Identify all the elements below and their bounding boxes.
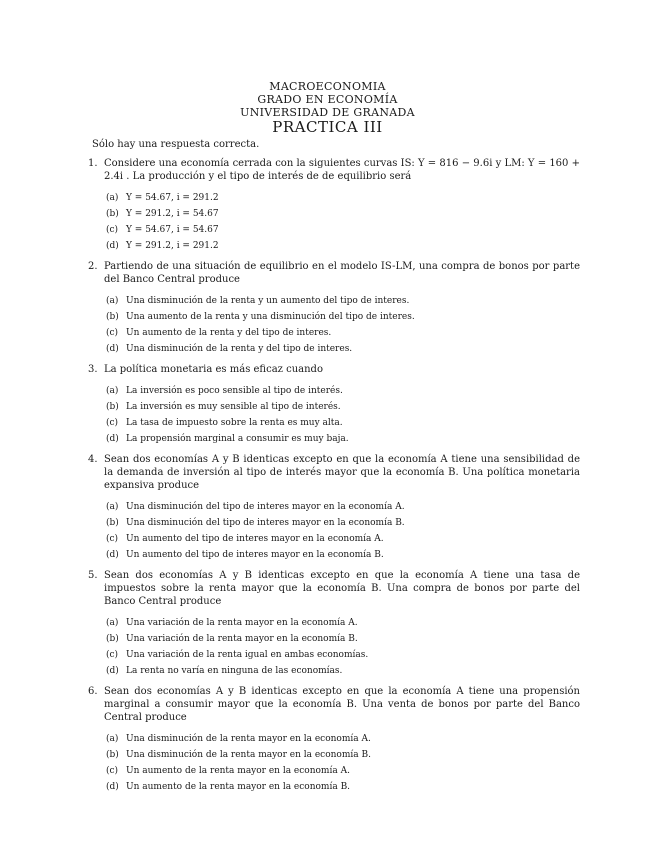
document-header	[0, 80, 655, 135]
option-text: Y = 54.67, i = 54.67	[126, 225, 219, 235]
option-label: (b)	[106, 518, 119, 528]
question-number: 4.	[88, 454, 98, 465]
instructions: Sólo hay una respuesta correcta.	[92, 139, 260, 150]
option-label: (b)	[106, 750, 119, 760]
question-text: La política monetaria es más eficaz cuando	[104, 364, 323, 375]
option-text: La renta no varía en ninguna de las economías.	[126, 666, 343, 676]
university-name: UNIVERSIDAD DE GRANADA	[240, 106, 415, 119]
course-title: MACROECONOMIA	[269, 80, 386, 93]
option-label: (c)	[106, 328, 119, 338]
option-c	[106, 531, 580, 547]
option-text: Una variación de la renta igual en ambas economías.	[126, 650, 369, 660]
option-text: Una disminución de la renta mayor en la economía B.	[126, 750, 371, 760]
option-b	[106, 309, 580, 325]
option-text: Una disminución del tipo de interes mayor en la economía A.	[126, 502, 405, 512]
option-text: Una variación de la renta mayor en la economía B.	[126, 634, 358, 644]
question-1	[88, 157, 580, 254]
option-text: Un aumento del tipo de interes mayor en la economía A.	[126, 534, 384, 544]
option-label: (a)	[106, 502, 119, 512]
option-a	[106, 190, 580, 206]
option-label: (b)	[106, 634, 119, 644]
option-b	[106, 631, 580, 647]
option-b	[106, 747, 580, 763]
question-stem	[88, 260, 580, 286]
option-label: (d)	[106, 550, 119, 560]
option-list	[106, 731, 580, 795]
option-c	[106, 222, 580, 238]
question-text: Partiendo de una situación de equilibrio en el modelo IS-LM, una compra de bonos por parte del Banco Central produce	[104, 261, 580, 285]
option-d	[106, 431, 580, 447]
option-text: Un aumento de la renta mayor en la economía A.	[126, 766, 350, 776]
question-text: Considere una economía cerrada con la siguientes curvas IS: Y = 816 − 9.6i y LM: Y = 160 + 2.4i . La producción y el tipo de interés de de equilibrio será	[104, 158, 580, 182]
option-text: Y = 54.67, i = 291.2	[126, 193, 219, 203]
question-list	[88, 157, 580, 795]
option-text: Una disminución de la renta y un aumento del tipo de interes.	[126, 296, 410, 306]
degree-name: GRADO EN ECONOMÍA	[257, 93, 398, 106]
option-a	[106, 731, 580, 747]
option-label: (c)	[106, 534, 119, 544]
option-text: Una disminución de la renta y del tipo de interes.	[126, 344, 353, 354]
practice-title: PRACTICA III	[272, 118, 383, 136]
option-label: (a)	[106, 193, 119, 203]
option-d	[106, 238, 580, 254]
option-b	[106, 515, 580, 531]
option-label: (c)	[106, 650, 119, 660]
question-number: 5.	[88, 570, 98, 581]
question-stem	[88, 685, 580, 724]
option-text: Un aumento de la renta y del tipo de interes.	[126, 328, 332, 338]
option-label: (b)	[106, 402, 119, 412]
option-label: (d)	[106, 666, 119, 676]
option-text: La inversión es poco sensible al tipo de interés.	[126, 386, 343, 396]
option-label: (a)	[106, 618, 119, 628]
question-2	[88, 260, 580, 357]
question-text: Sean dos economías A y B identicas excepto en que la economía A tiene una tasa de impuestos sobre la renta mayor que la economía B. Una compra de bonos por parte del Banco Central produce	[104, 570, 580, 607]
option-label: (a)	[106, 296, 119, 306]
question-number: 3.	[88, 364, 98, 375]
option-text: Una disminución de la renta mayor en la economía A.	[126, 734, 371, 744]
option-list	[106, 499, 580, 563]
option-text: Un aumento de la renta mayor en la economía B.	[126, 782, 351, 792]
option-text: La tasa de impuesto sobre la renta es muy alta.	[126, 418, 343, 428]
question-text: Sean dos economías A y B identicas excepto en que la economía A tiene una sensibilidad de la demanda de inversión al tipo de interés mayor que la economía B. Una política monetaria expansiva produce	[104, 454, 580, 491]
option-a	[106, 615, 580, 631]
option-d	[106, 547, 580, 563]
option-d	[106, 341, 580, 357]
option-label: (b)	[106, 209, 119, 219]
question-stem	[88, 453, 580, 492]
option-label: (a)	[106, 386, 119, 396]
option-list	[106, 615, 580, 679]
option-list	[106, 293, 580, 357]
question-number: 1.	[88, 158, 98, 169]
option-c	[106, 647, 580, 663]
option-label: (a)	[106, 734, 119, 744]
question-5	[88, 569, 580, 679]
option-text: Y = 291.2, i = 54.67	[126, 209, 219, 219]
option-c	[106, 415, 580, 431]
option-label: (c)	[106, 766, 119, 776]
option-list	[106, 190, 580, 254]
question-3	[88, 363, 580, 447]
option-a	[106, 499, 580, 515]
question-6	[88, 685, 580, 795]
option-a	[106, 383, 580, 399]
option-text: Una variación de la renta mayor en la economía A.	[126, 618, 358, 628]
question-text: Sean dos economías A y B identicas excepto en que la economía A tiene una propensión marginal a consumir mayor que la economía B. Una venta de bonos por parte del Banco Central produce	[104, 686, 580, 723]
option-d	[106, 779, 580, 795]
option-label: (c)	[106, 418, 119, 428]
option-text: Un aumento del tipo de interes mayor en la economía B.	[126, 550, 384, 560]
question-stem	[88, 363, 580, 376]
question-stem	[88, 569, 580, 608]
option-c	[106, 763, 580, 779]
option-b	[106, 206, 580, 222]
option-text: La inversión es muy sensible al tipo de interés.	[126, 402, 341, 412]
question-stem	[88, 157, 580, 183]
option-d	[106, 663, 580, 679]
option-label: (d)	[106, 434, 119, 444]
option-a	[106, 293, 580, 309]
option-b	[106, 399, 580, 415]
option-label: (d)	[106, 344, 119, 354]
option-text: Una disminución del tipo de interes mayor en la economía B.	[126, 518, 405, 528]
option-label: (d)	[106, 782, 119, 792]
question-number: 6.	[88, 686, 98, 697]
option-text: Una aumento de la renta y una disminución del tipo de interes.	[126, 312, 415, 322]
option-c	[106, 325, 580, 341]
option-label: (d)	[106, 241, 119, 251]
option-text: La propensión marginal a consumir es muy baja.	[126, 434, 349, 444]
question-number: 2.	[88, 261, 98, 272]
option-label: (b)	[106, 312, 119, 322]
question-4	[88, 453, 580, 563]
option-list	[106, 383, 580, 447]
option-label: (c)	[106, 225, 119, 235]
option-text: Y = 291.2, i = 291.2	[126, 241, 219, 251]
